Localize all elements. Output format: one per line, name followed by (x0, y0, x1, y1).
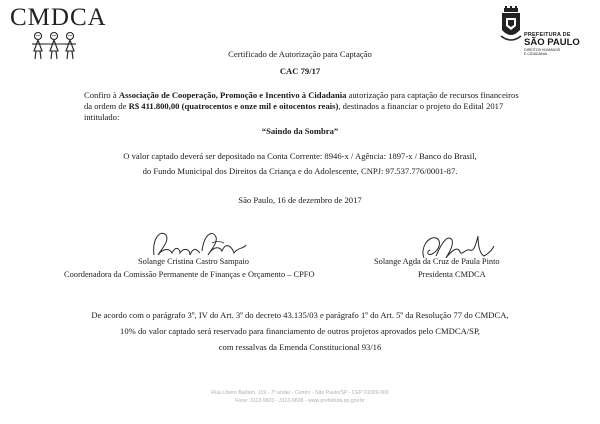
legal-note-line-1: De acordo com o parágrafo 3º, IV do Art. 3º do decreto 43.135/03 e parágrafo 1º do Art. 5º da Resolução 77 do CMDCA, (91, 310, 509, 320)
document-date: São Paulo, 16 de dezembro de 2017 (238, 195, 362, 205)
footer-address: Rua Líbero Badaró, 119 - 7º andar - Centro - São Paulo/SP - CEP 01009-000 (211, 390, 389, 396)
right-signatory-name: Solange Agda da Cruz de Paula Pinto (374, 257, 500, 266)
city-crest-icon (500, 6, 522, 46)
sp-logo-line2: SÃO PAULO (524, 37, 580, 48)
legal-note-line-3: com ressalvas da Emenda Constitucional 93/16 (218, 342, 382, 352)
para-text-2: autorização para captação de recursos financeiros da ordem de (84, 90, 519, 111)
para-text-3: , destinados a financiar o projeto do Edital 2017 intitulado: (84, 101, 504, 122)
footer-contact: Fone: 3113-9601 - 3113-9608 - www.prefeitura.sp.gov.br (235, 398, 365, 404)
amount: R$ 411.800,00 (quatrocentos e onze mil e oitocentos reais) (128, 101, 339, 111)
authorization-paragraph (84, 90, 524, 123)
document-number: CAC 79/17 (279, 66, 321, 76)
sp-logo-line3b: E CIDADANIA (524, 52, 547, 56)
sp-logo-line3a: DIREITOS HUMANOS (524, 48, 561, 52)
document-title: Certificado de Autorização para Captação (228, 49, 372, 59)
cmdca-logo-text: CMDCA (10, 4, 107, 31)
sp-logo-line1: PREFEITURA DE (524, 32, 571, 38)
prefeitura-sp-logo (500, 6, 592, 54)
right-signatory-role: Presidenta CMDCA (418, 270, 486, 279)
para-text-1: Confiro à (84, 90, 119, 100)
project-title: “Saindo da Sombra” (261, 126, 339, 136)
left-signatory-role: Coordenadora da Comissão Permanente de Finanças e Orçamento – CPFO (64, 270, 315, 279)
deposit-line-1: O valor captado deverá ser depositado na Conta Corrente: 8946-x / Agência: 1897-x / Banco do Brasil, (123, 151, 477, 161)
deposit-line-2: do Fundo Municipal dos Direitos da Criança e do Adolescente, CNPJ: 97.537.776/0001-87. (142, 166, 458, 176)
legal-note-line-2: 10% do valor captado será reservado para financiamento de outros projetos aprovados pelo CMDCA/SP, (120, 326, 480, 336)
organization-name: Associação de Cooperação, Promoção e Incentivo à Cidadania (118, 90, 347, 100)
left-signatory-name: Solange Cristina Castro Sampaio (138, 257, 249, 266)
